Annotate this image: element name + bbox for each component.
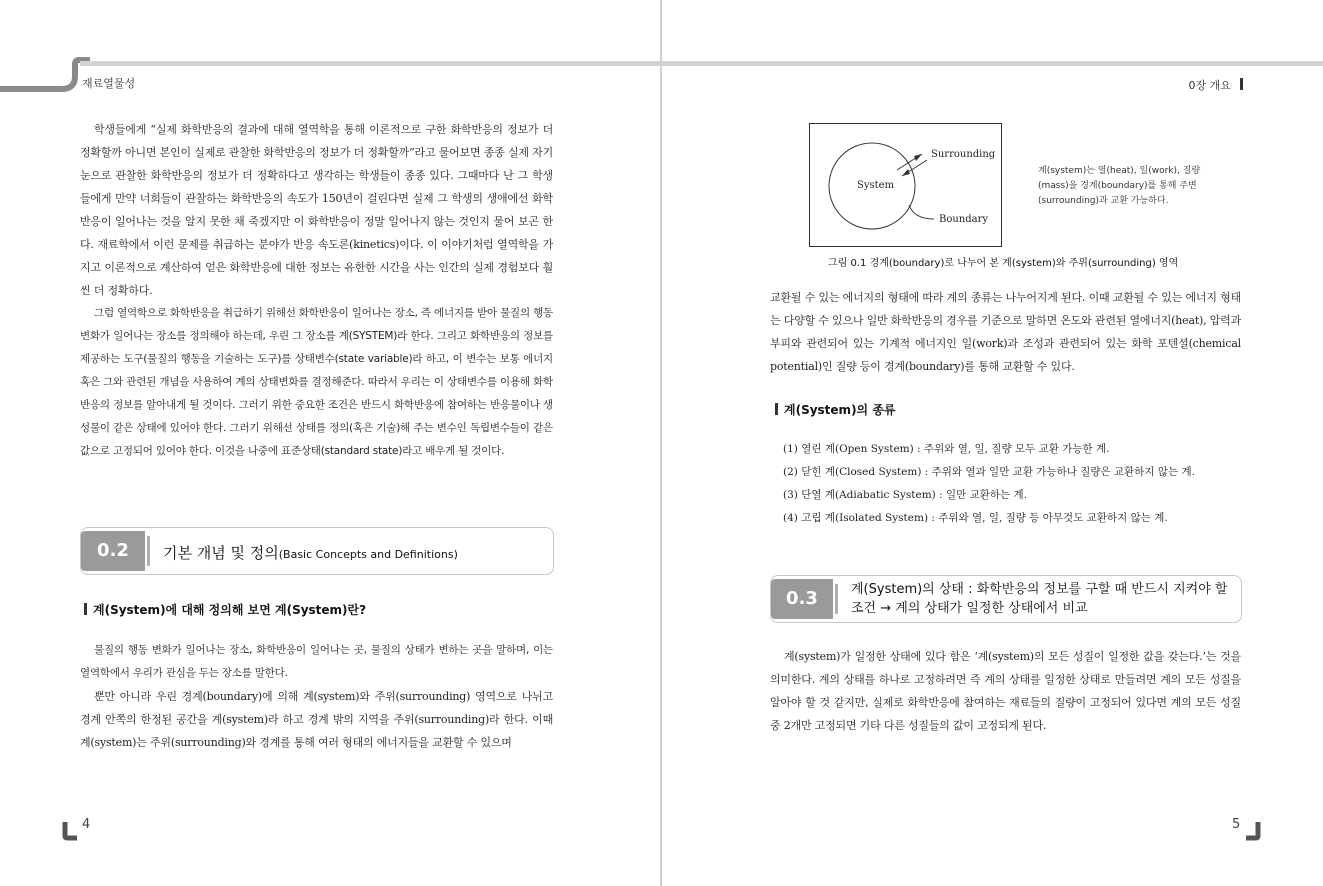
right-paragraph-1 bbox=[770, 286, 1241, 378]
right-page-number: 5 bbox=[1232, 817, 1241, 832]
section-divider bbox=[147, 536, 150, 566]
left-running-head: 재료열물성 bbox=[82, 77, 136, 90]
label-boundary: Boundary bbox=[939, 214, 989, 225]
list-item: (3) 단열 계(Adiabatic System) : 일만 교환하는 계. bbox=[783, 489, 1027, 501]
left-page-corner-ornament bbox=[62, 820, 80, 842]
intro-paragraph-1: 학생들에게 “실제 화학반응의 결과에 대해 열역학을 통해 이론적으로 구한 화학반응의 정보가 더 정확할까 아니면 본인이 실제로 관찰한 화학반응의 정보가 더 정확할까”라고 물어보면 종종 실제 자기 눈으로 관찰한 화학반응의 정보가 더 정확하다고 생각하는 학생들이 종종 있다. 그때마다 난 그 학생들에게 만약 너희들이 관찰하는 화학반응의 속도가 150년이 걸린다면 실제 그 학생의 생애에선 화학반응이 일어나는 것을 알지 못한 채 죽겠지만 이 화학반응이 정말 일어나지 않는 것인지 물어 보곤 한다. 재료학에서 이런 문제를 취급하는 분야가 반응 속도론(kinetics)이다. 이 이야기처럼 열역학을 가지고 이론적으로 계산하여 얻은 화학반응에 대한 정보는 유한한 시간을 사는 인간의 실제 경험보다 훨씬 더 정확하다. bbox=[80, 123, 553, 297]
subheading-bar bbox=[775, 403, 778, 415]
figure-caption: 그림 0.1 경계(boundary)로 나누어 본 계(system)와 주위(surrounding) 영역 bbox=[828, 258, 1179, 269]
list-item: (1) 열린 계(Open System) : 주위와 열, 일, 질량 모두 교환 가능한 계. bbox=[783, 443, 1110, 455]
right-running-head-text: 0장 개요 bbox=[1188, 79, 1231, 92]
section-title-line-1: 계(System)의 상태 : 화학반응의 정보를 구할 때 반드시 지켜야 할 bbox=[851, 582, 1228, 597]
system-boundary-diagram bbox=[809, 123, 1002, 247]
left-header-rule bbox=[80, 61, 660, 66]
section-0-3-box bbox=[770, 575, 1242, 623]
body-paragraph-2: 뿐만 아니라 우린 경계(boundary)에 의해 계(system)와 주위(surrounding) 영역으로 나뉘고 경계 안쪽의 한정된 공간을 계(system)라 하고 경계 밖의 지역을 주위(surrounding)라 한다. 이때 계(system)는 주위(surrounding)와 경계를 통해 여러 형태의 에너지들을 교환할 수 있으며 bbox=[80, 690, 553, 749]
label-system: System bbox=[857, 180, 895, 191]
left-intro-text bbox=[80, 118, 553, 463]
right-running-head bbox=[1189, 74, 1243, 93]
section-title bbox=[163, 542, 458, 563]
label-surrounding: Surrounding bbox=[931, 149, 996, 160]
section-title-line-2: 조건 → 계의 상태가 일정한 상태에서 비교 bbox=[851, 601, 1088, 616]
right-page-corner-ornament bbox=[1243, 820, 1261, 842]
left-header-hook-ornament bbox=[0, 56, 90, 96]
section-divider bbox=[835, 584, 838, 614]
section-title-ko: 기본 개념 및 정의 bbox=[163, 544, 279, 562]
intro-paragraph-2: 그럼 열역학으로 화학반응을 취급하기 위해선 화학반응이 일어나는 장소, 즉 에너지를 받아 물질의 행동 변화가 일어나는 장소를 정의해야 하는데, 우린 그 장소를 계(SYSTEM)라 한다. 그리고 화학반응의 정보를 제공하는 도구(물질의 행동을 기술하는 도구)를 상태변수(state variable)라 하고, 이 변수는 보통 에너지 혹은 그와 관련된 개념을 사용하여 계의 상태변화를 결정해준다. 따라서 우리는 이 상태변수를 이용해 화학반응의 정보를 알아내게 될 것이다. 그러기 위한 중요한 조건은 반드시 화학반응에 참여하는 반응물이나 생성물이 같은 상태에 있어야 한다. 그러기 위해선 상태를 정의(혹은 기술)해 주는 변수인 독립변수들이 같은 값으로 고정되어 있어야 한다. 이것을 나중에 표준상태(standard state)라고 배우게 될 것이다. bbox=[80, 307, 553, 457]
right-subheading-text: 계(System)의 종류 bbox=[784, 403, 896, 417]
right-paragraph-2 bbox=[770, 645, 1241, 737]
subheading-bar bbox=[84, 603, 87, 615]
figure-side-note: 계(system)는 열(heat), 일(work), 질량(mass)을 경계(boundary)를 통해 주변(surrounding)과 교환 가능하다. bbox=[1038, 166, 1201, 206]
list-item: (2) 닫힌 계(Closed System) : 주위와 열과 일만 교환 가능하나 질량은 교환하지 않는 계. bbox=[783, 466, 1195, 478]
list-item: (4) 고립 계(Isolated System) : 주위와 열, 일, 질량 등 아무것도 교환하지 않는 계. bbox=[783, 512, 1168, 524]
section-0-2-box bbox=[80, 527, 554, 575]
section-title bbox=[851, 580, 1227, 618]
left-subheading bbox=[84, 601, 366, 618]
body-paragraph-1: 물질의 행동 변화가 일어나는 장소, 화학반응이 일어나는 곳, 물질의 상태가 변하는 곳을 말하며, 이는 열역학에서 우리가 관심을 두는 장소를 말한다. bbox=[80, 644, 553, 679]
page-spine bbox=[660, 0, 662, 886]
section-number: 0.3 bbox=[771, 579, 833, 619]
left-subheading-text: 계(System)에 대해 정의해 보면 계(System)란? bbox=[93, 603, 367, 617]
system-types-list bbox=[783, 438, 1195, 530]
section-title-en: (Basic Concepts and Definitions) bbox=[278, 548, 458, 561]
figure-0-1 bbox=[809, 123, 1002, 247]
section-number: 0.2 bbox=[81, 531, 145, 571]
right-paragraph-1-text: 교환될 수 있는 에너지의 형태에 따라 계의 종류는 나누어지게 된다. 이때 교환될 수 있는 에너지 형태는 다양할 수 있으나 일반 화학반응의 경우를 기준으로 말하면 온도와 관련된 열에너지(heat), 압력과 부피와 관련되어 있는 기계적 에너지인 일(work)과 조성과 관련되어 있는 화학 포텐셜(chemical potential)인 질량 등이 경계(boundary)를 통해 교환할 수 있다. bbox=[770, 291, 1241, 373]
right-subheading bbox=[775, 401, 896, 418]
right-header-rule bbox=[662, 61, 1323, 66]
right-paragraph-2-text: 계(system)가 일정한 상태에 있다 함은 ‘계(system)의 모든 성질이 일정한 값을 갖는다.’는 것을 의미한다. 계의 상태를 하나로 고정하려면 즉 계의 상태를 일정한 상태로 만들려면 계의 모든 성질을 알아야 할 것 같지만, 실제로 화학반응에 참여하는 재료들의 질량이 고정되어 있다면 계의 모든 성질 중 2개만 고정되면 기타 다른 성질들의 값이 고정되게 된다. bbox=[770, 650, 1241, 732]
left-body-text bbox=[80, 639, 553, 754]
running-head-bar bbox=[1240, 78, 1243, 90]
left-page-number: 4 bbox=[82, 817, 91, 832]
